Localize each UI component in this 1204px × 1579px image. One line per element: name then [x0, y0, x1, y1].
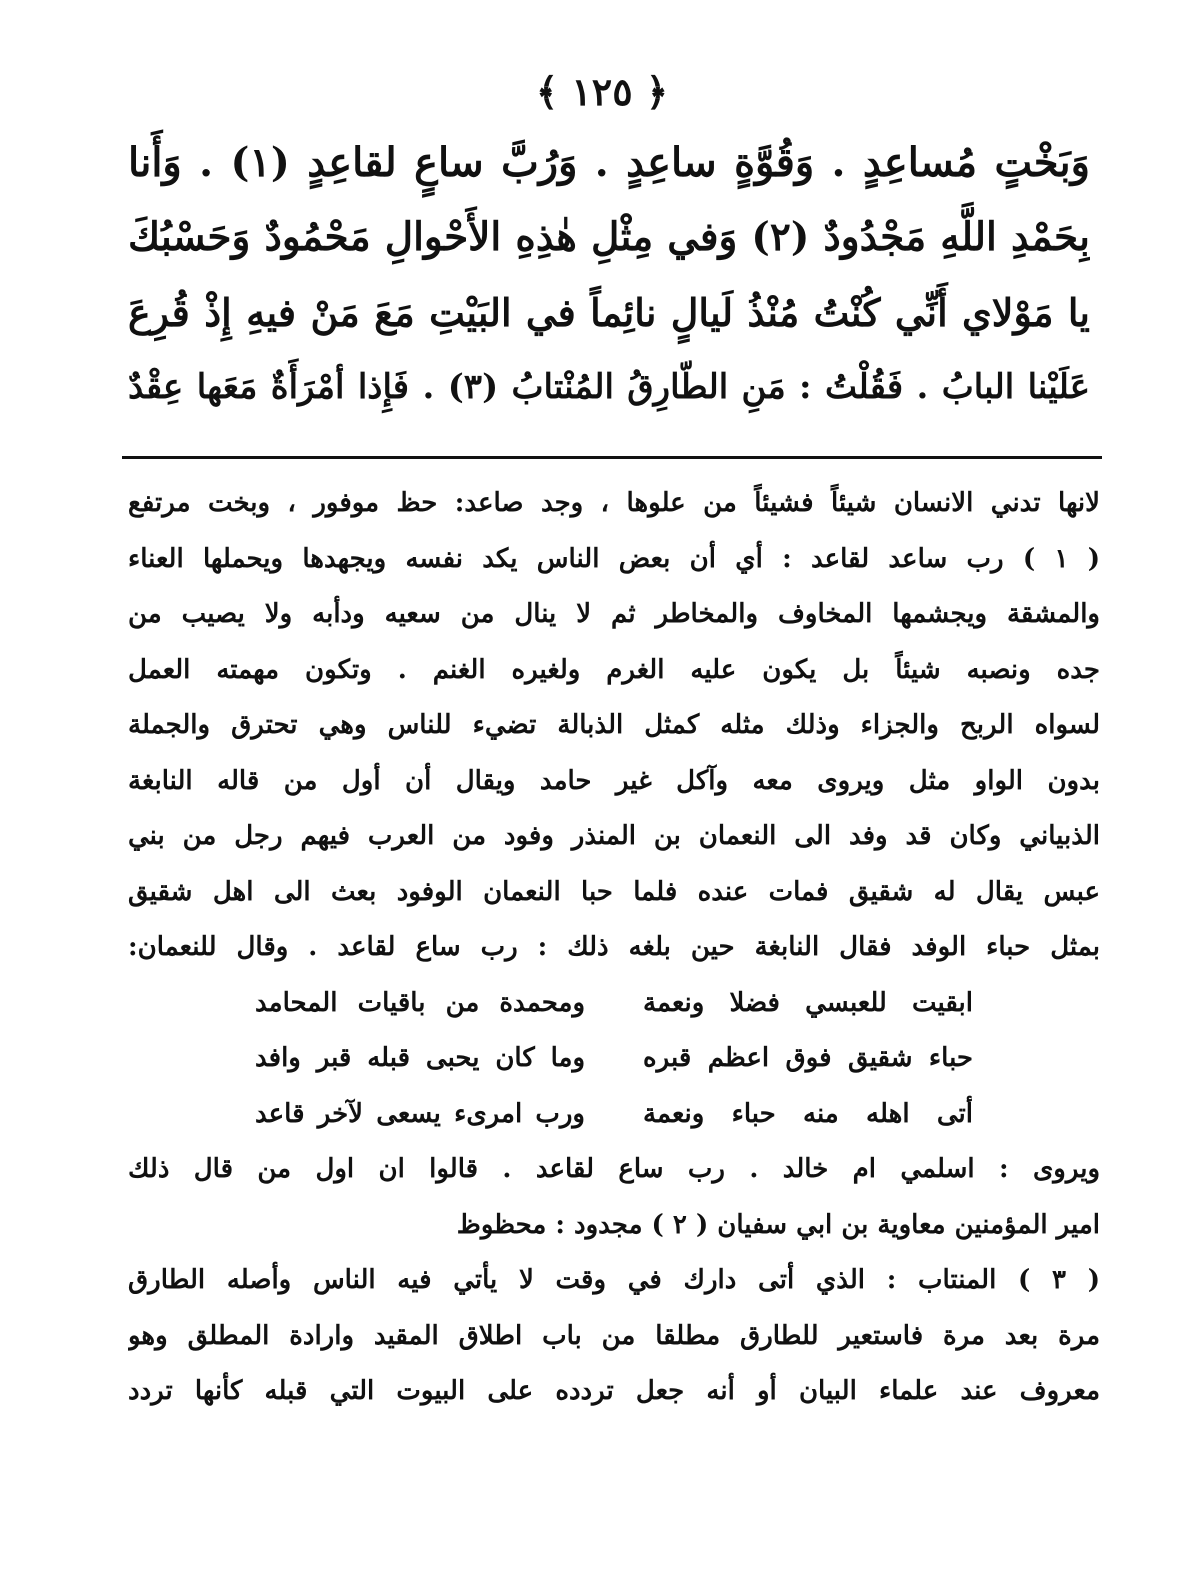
main-text-block [128, 125, 1090, 425]
footnote-line: مرة بعد مرة فاستعير للطارق مطلقا من باب اطلاق المقيد وارادة المطلق وهو [128, 1320, 1100, 1351]
poem-verse [128, 976, 1100, 1032]
footnotes-block [128, 476, 1100, 1420]
verse-first-hemistich: حباء شقيق فوق اعظم قبره [643, 1043, 973, 1073]
page-number: ﴿ ١٢٥ ﴾ [535, 69, 669, 114]
poem-verses [128, 976, 1100, 1143]
footnote-line: لانها تدني الانسان شيئاً فشيئاً من علوها ، وجد صاعد: حظ موفور ، وبخت مرتفع [128, 488, 1100, 518]
footnote-line: جده ونصبه شيئاً بل يكون عليه الغرم ولغيره الغنم . وتكون مهمته العمل [128, 654, 1100, 685]
footnote-line: ( ١ ) رب ساعد لقاعد : أي أن بعض الناس يكد نفسه ويجهدها ويحملها العناء [128, 543, 1100, 574]
footnote-line: امير المؤمنين معاوية بن ابي سفيان ( ٢ ) مجدود : محظوظ [456, 1209, 1100, 1240]
footnote-line: الذبياني وكان قد وفد الى النعمان بن المنذر وفود من العرب فيهم رجل من بني [128, 821, 1100, 851]
main-text-line: بِحَمْدِ اللَّهِ مَجْدُودٌ (٢) وَفي مِثْلِ هٰذِهِ الأَحْوالِ مَحْمُودٌ وَحَسْبُكَ [128, 214, 1090, 260]
verse-second-hemistich: ومحمدة من باقيات المحامد [255, 987, 585, 1018]
verse-second-hemistich: ورب امرىء يسعى لآخر قاعد [255, 1098, 585, 1129]
verse-second-hemistich: وما كان يحبى قبله قبر وافد [255, 1043, 585, 1073]
verse-first-hemistich: ابقيت للعبسي فضلا ونعمة [643, 987, 973, 1018]
footnote-line: بدون الواو مثل ويروى معه وآكل غير حامد ويقال أن أول من قاله النابغة [128, 765, 1100, 796]
verse-first-hemistich: أتى اهله منه حباء ونعمة [643, 1098, 973, 1129]
footnote-line: عبس يقال له شقيق فمات عنده فلما حبا النعمان الوفود بعث الى اهل شقيق [128, 876, 1100, 907]
footnote-line: لسواه الربح والجزاء وذلك مثله كمثل الذبالة تضيء للناس وهي تحترق والجملة [128, 710, 1100, 740]
poem-verse [128, 1087, 1100, 1143]
footnote-line: ويروى : اسلمي ام خالد . رب ساع لقاعد . قالوا ان اول من قال ذلك [128, 1154, 1100, 1184]
footnote-line: والمشقة ويجشمها المخاوف والمخاطر ثم لا ينال من سعيه ودأبه ولا يصيب من [128, 599, 1100, 629]
main-text-line: عَلَيْنا البابُ . فَقُلْتُ : مَنِ الطّارِقُ المُنْتابُ (٣) . فَإِذا أمْرَأَةٌ مَعَها عِقْدٌ [128, 367, 1090, 407]
footnote-separator-rule [122, 456, 1102, 459]
main-text-line: وَبَخْتٍ مُساعِدٍ . وَقُوَّةٍ ساعِدٍ . وَرُبَّ ساعٍ لقاعِدٍ (١) . وَأَنا [128, 139, 1090, 186]
main-text-line: يا مَوْلاي أَنِّي كُنْتُ مُنْذُ لَيالٍ نائِماً في البَيْتِ مَعَ مَنْ فيهِ إِذْ قُرِعَ [128, 290, 1090, 335]
footnote-line: معروف عند علماء البيان أو أنه جعل تردده على البيوت التي قبله كأنها تردد [128, 1376, 1100, 1406]
footnote-line: ( ٣ ) المنتاب : الذي أتى دارك في وقت لا يأتي فيه الناس وأصله الطارق [128, 1265, 1100, 1295]
footnote-line: بمثل حباء الوفد فقال النابغة حين بلغه ذلك : رب ساع لقاعد . وقال للنعمان: [128, 932, 1100, 962]
poem-verse [128, 1031, 1100, 1087]
